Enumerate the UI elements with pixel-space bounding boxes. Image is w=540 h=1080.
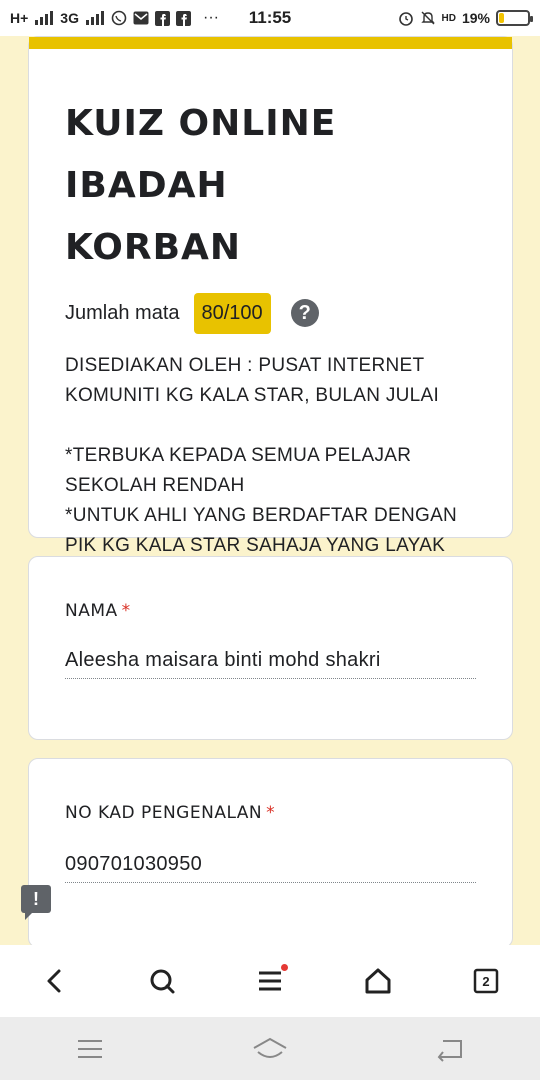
report-problem-icon[interactable]: !: [21, 885, 51, 913]
required-asterisk: *: [266, 803, 276, 823]
network-3g-label: 3G: [60, 10, 79, 26]
alarm-icon: [398, 10, 414, 26]
facebook-icon-2: [176, 11, 191, 26]
description-spacer: [65, 411, 476, 441]
menu-icon[interactable]: [245, 956, 295, 1006]
hd-label: HD: [441, 12, 456, 24]
more-notifications-label: ···: [202, 9, 219, 26]
system-home-icon[interactable]: [245, 1024, 295, 1074]
system-back-icon[interactable]: [425, 1024, 475, 1074]
answer-field-nama[interactable]: Aleesha maisara binti mohd shakri: [65, 649, 476, 679]
signal-icon: [34, 11, 54, 25]
question-title: NAMA: [65, 601, 118, 621]
description-line: *TERBUKA KEPADA SEMUA PELAJAR: [65, 445, 412, 466]
form-title-line-1: KUIZ ONLINE IBADAH: [65, 103, 337, 206]
question-label: [29, 759, 512, 823]
form-header-card: [28, 36, 513, 556]
form-title-line-2: KORBAN: [65, 227, 242, 268]
signal-icon-2: [85, 11, 105, 25]
battery-level: [499, 13, 504, 23]
whatsapp-icon: [111, 10, 127, 26]
description-line: PIK KG KALA STAR SAHAJA YANG LAYAK: [65, 535, 446, 556]
status-bar: [0, 0, 540, 36]
notification-dot: [281, 964, 288, 971]
question-title: NO KAD PENGENALAN: [65, 803, 263, 823]
question-label: [29, 557, 512, 621]
question-mark-icon[interactable]: ?: [291, 299, 319, 327]
mute-icon: [420, 10, 436, 26]
mail-icon: [133, 11, 149, 25]
description-line: *UNTUK AHLI YANG BERDAFTAR DENGAN: [65, 505, 458, 526]
browser-toolbar: [0, 945, 540, 1017]
question-card-nama: [28, 556, 513, 740]
tabs-icon[interactable]: [461, 956, 511, 1006]
score-row: [65, 291, 512, 335]
description-line: KOMUNITI KG KALA STAR, BULAN JULAI: [65, 385, 440, 406]
battery-icon: [496, 10, 530, 26]
score-label: Jumlah mata: [65, 301, 180, 324]
description-line: SEKOLAH RENDAH: [65, 475, 245, 496]
score-badge: 80/100: [194, 293, 271, 334]
answer-field-ic[interactable]: 090701030950: [65, 853, 476, 883]
status-right: [398, 10, 530, 26]
clock: 11:55: [248, 8, 292, 27]
battery-percent: 19%: [461, 10, 490, 26]
system-navigation-bar: [0, 1017, 540, 1080]
facebook-icon: [155, 11, 170, 26]
home-icon[interactable]: [353, 956, 403, 1006]
back-arrow-icon[interactable]: [29, 956, 79, 1006]
recent-apps-icon[interactable]: [65, 1024, 115, 1074]
header-accent-bar: [29, 37, 512, 49]
search-icon[interactable]: [137, 956, 187, 1006]
form-description: [29, 335, 512, 591]
required-asterisk: *: [121, 601, 131, 621]
question-card-ic: [28, 758, 513, 948]
tabs-count: 2: [482, 974, 490, 989]
description-line: DISEDIAKAN OLEH : PUSAT INTERNET: [65, 355, 425, 376]
status-left: [10, 9, 219, 27]
network-type-label: H+: [10, 10, 29, 26]
form-title: [29, 49, 512, 279]
